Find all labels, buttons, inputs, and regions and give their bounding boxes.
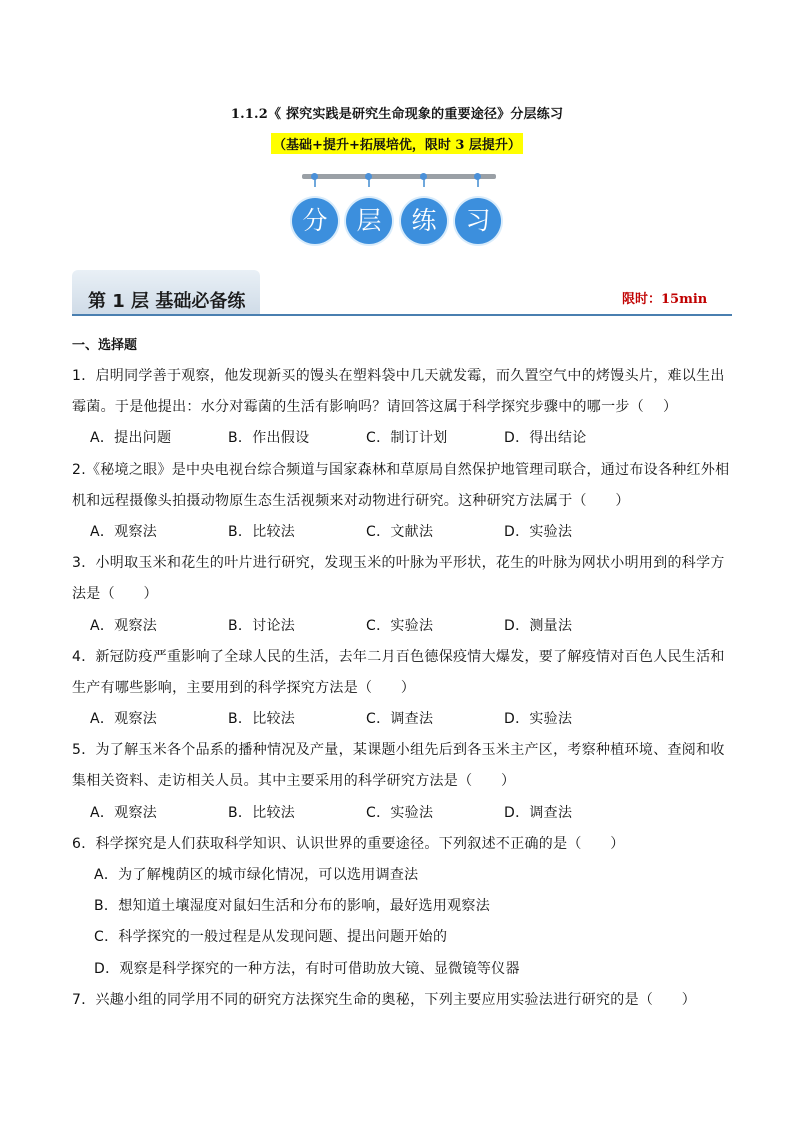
question-4	[72, 642, 725, 736]
option-d[interactable]: D．得出结论	[504, 430, 587, 447]
option-b[interactable]: B．比较法	[228, 804, 296, 821]
document-title: 1.1.2《 探究实践是研究生命现象的重要途径》分层练习	[230, 107, 564, 122]
time-limit: 限时：15min	[622, 292, 708, 307]
option-d[interactable]: D．测量法	[504, 617, 573, 634]
question-text: 法是（ ）	[72, 586, 158, 603]
question-6	[72, 829, 722, 985]
option-a[interactable]: A．观察法	[90, 711, 158, 728]
option-d[interactable]: D．调查法	[504, 804, 573, 821]
option-c[interactable]: C．科学探究的一般过程是从发现问题、提出问题开始的	[94, 929, 448, 946]
section-title: 第 1 层 基础必备练	[88, 291, 246, 312]
banner-dot	[474, 173, 481, 180]
question-text: 2.《秘境之眼》是中央电视台综合频道与国家森林和草原局自然保护地管理司联合，通过布设各种红外相	[72, 461, 730, 478]
question-3	[72, 548, 725, 642]
banner-char-ceng: 层	[346, 198, 392, 244]
question-text: 机和远程摄像头拍摄动物原生态生活视频来对动物进行研究。这种研究方法属于（ ）	[72, 492, 630, 509]
option-c[interactable]: C．文献法	[366, 523, 434, 540]
option-a[interactable]: A．提出问题	[90, 430, 172, 447]
option-d[interactable]: D．实验法	[504, 711, 573, 728]
option-a[interactable]: A．观察法	[90, 617, 158, 634]
layered-practice-banner	[290, 170, 510, 250]
option-c[interactable]: C．实验法	[366, 617, 434, 634]
banner-rail	[302, 174, 496, 179]
question-1	[72, 361, 725, 455]
option-row	[72, 798, 722, 829]
option-d[interactable]: D．观察是科学探究的一种方法，有时可借助放大镜、显微镜等仪器	[94, 960, 520, 977]
option-c[interactable]: C．调查法	[366, 711, 434, 728]
option-c[interactable]: C．制订计划	[366, 430, 448, 447]
question-5	[72, 735, 725, 829]
option-a[interactable]: A．为了解槐荫区的城市绿化情况，可以选用调查法	[94, 867, 419, 883]
question-list	[72, 361, 730, 1016]
option-row	[72, 611, 722, 642]
question-text: 4．新冠防疫严重影响了全球人民的生活，去年二月百色德保疫情大爆发，要了解疫情对百色人民生活和	[72, 648, 725, 665]
option-row	[72, 704, 722, 735]
question-text: 集相关资料、走访相关人员。其中主要采用的科学研究方法是（ ）	[72, 773, 516, 790]
option-d[interactable]: D．实验法	[504, 523, 573, 540]
option-b[interactable]: B．比较法	[228, 523, 296, 540]
document-subtitle: （基础+提升+拓展培优，限时 3 层提升）	[271, 133, 523, 154]
question-2	[72, 455, 730, 549]
question-7	[72, 985, 722, 1016]
banner-char-xi: 习	[455, 198, 501, 244]
banner-dot	[420, 173, 427, 180]
question-text: 霉菌。于是他提出：水分对霉菌的生活有影响吗？请回答这属于科学探究步骤中的哪一步（ ）	[72, 399, 678, 416]
option-b[interactable]: B．比较法	[228, 711, 296, 728]
option-c[interactable]: C．实验法	[366, 804, 434, 821]
option-a[interactable]: A．观察法	[90, 523, 158, 540]
question-text: 6．科学探究是人们获取科学知识、认识世界的重要途径。下列叙述不正确的是（ ）	[72, 835, 625, 852]
option-b[interactable]: B．作出假设	[228, 430, 310, 447]
question-text: 3．小明取玉米和花生的叶片进行研究，发现玉米的叶脉为平形状，花生的叶脉为网状小明用到的科学方	[72, 555, 725, 572]
banner-dot	[311, 173, 318, 180]
question-text: 1．启明同学善于观察，他发现新买的馒头在塑料袋中几天就发霉，而久置空气中的烤馒头片，难以生出	[72, 368, 725, 384]
question-text: 5．为了解玉米各个品系的播种情况及产量，某课题小组先后到各玉米主产区，考察种植环境、查阅和收	[72, 742, 725, 759]
option-row	[72, 517, 722, 548]
banner-dot	[365, 173, 372, 180]
option-b[interactable]: B．想知道土壤湿度对鼠妇生活和分布的影响，最好选用观察法	[94, 898, 491, 915]
banner-char-fen: 分	[292, 198, 338, 244]
question-text: 生产有哪些影响，主要用到的科学探究方法是（ ）	[72, 679, 416, 696]
section-divider	[72, 314, 732, 316]
option-row	[72, 423, 722, 454]
part-heading: 一、选择题	[72, 338, 138, 353]
banner-char-lian: 练	[401, 198, 447, 244]
option-b[interactable]: B．讨论法	[228, 617, 296, 634]
question-text: 7．兴趣小组的同学用不同的研究方法探究生命的奥秘，下列主要应用实验法进行研究的是（ ）	[72, 991, 697, 1008]
option-a[interactable]: A．观察法	[90, 804, 158, 821]
